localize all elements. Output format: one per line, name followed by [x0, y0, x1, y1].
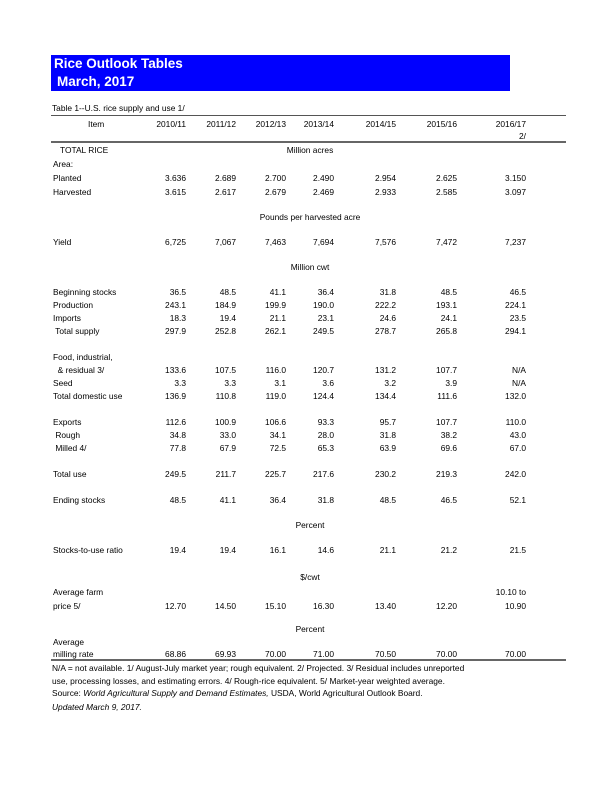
- source-title: World Agricultural Supply and Demand Estimates,: [83, 688, 269, 698]
- cell-ending-stocks: 41.1: [219, 495, 236, 505]
- source-suffix: USDA, World Agricultural Outlook Board.: [268, 688, 423, 698]
- cell-beginning-stocks: 36.5: [169, 287, 186, 297]
- cell-exports-rough: 38.2: [440, 430, 457, 440]
- row-label-exports-milled: Milled 4/: [53, 443, 87, 453]
- table-top-rule: [51, 115, 566, 116]
- cell-exports: 95.7: [379, 417, 396, 427]
- cell-yield: 7,237: [505, 237, 526, 247]
- cell-stocks-to-use-ratio: 21.1: [379, 545, 396, 555]
- cell-stocks-to-use-ratio: 21.5: [509, 545, 526, 555]
- column-header-year: 2016/17: [495, 119, 526, 129]
- row-label-average-milling-rate: milling rate: [53, 649, 94, 659]
- row-label-exports: Exports: [53, 417, 82, 427]
- cell-production: 190.0: [313, 300, 334, 310]
- cell-seed: 3.2: [384, 378, 396, 388]
- header-bottom-rule: [51, 141, 566, 143]
- cell-average-milling-rate: 68.86: [165, 649, 186, 659]
- cell-beginning-stocks: 36.4: [317, 287, 334, 297]
- cell-yield: 7,067: [215, 237, 236, 247]
- column-header-year: 2011/12: [206, 119, 236, 129]
- cell-exports: 110.0: [505, 417, 526, 427]
- cell-ending-stocks: 48.5: [379, 495, 396, 505]
- cell-total-use: 217.6: [313, 469, 334, 479]
- row-label-planted: Planted: [53, 173, 82, 183]
- cell-food-industrial-residual: 107.5: [215, 365, 236, 375]
- cell-average-farm-price: 12.70: [165, 601, 186, 611]
- cell-harvested: 2.469: [313, 187, 334, 197]
- cell-seed: 3.6: [322, 378, 334, 388]
- row-label-ending-stocks: Ending stocks: [53, 495, 106, 505]
- cell-average-farm-price: 15.10: [265, 601, 286, 611]
- cell-exports-milled: 65.3: [317, 443, 334, 453]
- cell-food-industrial-residual: 133.6: [165, 365, 186, 375]
- cell-production: 222.2: [375, 300, 396, 310]
- row-label-average-farm-price: price 5/: [53, 601, 81, 611]
- cell-average-milling-rate: 69.93: [215, 649, 236, 659]
- cell-production: 193.1: [436, 300, 457, 310]
- cell-average-farm-price: 12.20: [436, 601, 457, 611]
- cell-planted: 2.954: [375, 173, 396, 183]
- cell-production: 199.9: [265, 300, 286, 310]
- cell-total-supply: 265.8: [436, 326, 457, 336]
- cell-total-domestic-use: 119.0: [265, 391, 286, 401]
- cell-total-use: 230.2: [375, 469, 396, 479]
- cell-beginning-stocks: 48.5: [440, 287, 457, 297]
- cell-stocks-to-use-ratio: 19.4: [219, 545, 236, 555]
- column-header-year: 2015/16: [426, 119, 457, 129]
- cell-average-milling-rate: 70.50: [375, 649, 396, 659]
- cell-average-farm-price: 10.90: [505, 601, 526, 611]
- cell-price-range-start: 10.10 to: [495, 587, 526, 597]
- row-label-beginning-stocks: Beginning stocks: [53, 287, 117, 297]
- cell-yield: 7,472: [436, 237, 457, 247]
- cell-production: 243.1: [165, 300, 186, 310]
- cell-total-supply: 297.9: [165, 326, 186, 336]
- column-header-year: 2014/15: [365, 119, 396, 129]
- row-label-production: Production: [53, 300, 94, 310]
- cell-planted: 2.700: [265, 173, 286, 183]
- cell-exports-rough: 34.8: [169, 430, 186, 440]
- cell-imports: 23.5: [509, 313, 526, 323]
- cell-average-milling-rate: 70.00: [505, 649, 526, 659]
- cell-exports-milled: 72.5: [269, 443, 286, 453]
- column-header-year: 2013/14: [303, 119, 334, 129]
- cell-planted: 3.150: [505, 173, 526, 183]
- cell-yield: 7,576: [375, 237, 396, 247]
- cell-total-supply: 278.7: [375, 326, 396, 336]
- row-label-food-industrial-residual: & residual 3/: [53, 365, 105, 375]
- cell-average-milling-rate: 70.00: [436, 649, 457, 659]
- row-label-harvested: Harvested: [53, 187, 92, 197]
- cell-exports: 107.7: [436, 417, 457, 427]
- cell-total-use: 249.5: [165, 469, 186, 479]
- cell-harvested: 3.615: [165, 187, 186, 197]
- column-header-year: 2010/11: [156, 119, 186, 129]
- cell-total-supply: 294.1: [505, 326, 526, 336]
- cell-imports: 19.4: [219, 313, 236, 323]
- cell-exports-rough: 33.0: [219, 430, 236, 440]
- row-label-exports-rough: Rough: [53, 430, 81, 440]
- report-title: Rice Outlook Tables: [54, 56, 183, 71]
- projected-footnote-marker: 2/: [519, 131, 526, 141]
- cell-imports: 18.3: [169, 313, 186, 323]
- cell-imports: 24.6: [379, 313, 396, 323]
- unit-label-pounds-per-acre: Pounds per harvested acre: [259, 212, 361, 222]
- source-prefix: Source:: [52, 688, 84, 698]
- cell-harvested: 2.933: [375, 187, 396, 197]
- cell-ending-stocks: 31.8: [317, 495, 334, 505]
- cell-average-milling-rate: 70.00: [265, 649, 286, 659]
- cell-total-supply: 249.5: [313, 326, 334, 336]
- cell-planted: 2.490: [313, 173, 334, 183]
- cell-total-domestic-use: 136.9: [165, 391, 186, 401]
- cell-ending-stocks: 48.5: [169, 495, 186, 505]
- cell-exports-rough: 31.8: [379, 430, 396, 440]
- cell-production: 184.9: [215, 300, 236, 310]
- cell-beginning-stocks: 46.5: [509, 287, 526, 297]
- unit-label-dollars-per-cwt: $/cwt: [300, 572, 320, 582]
- cell-total-use: 219.3: [436, 469, 457, 479]
- unit-label-million-cwt: Million cwt: [290, 262, 330, 272]
- unit-label-percent: Percent: [295, 520, 325, 530]
- row-label-imports: Imports: [53, 313, 81, 323]
- cell-exports: 112.6: [165, 417, 186, 427]
- cell-food-industrial-residual: 120.7: [313, 365, 334, 375]
- cell-yield: 7,463: [265, 237, 286, 247]
- cell-seed: 3.3: [174, 378, 186, 388]
- footnote-line-2: use, processing losses, and estimating errors. 4/ Rough-rice equivalent. 5/ Market-year weighted average.: [52, 676, 445, 686]
- row-label-total-domestic-use: Total domestic use: [53, 391, 123, 401]
- cell-food-industrial-residual: N/A: [512, 365, 526, 375]
- row-label-food-industrial-heading: Food, industrial,: [53, 352, 113, 362]
- cell-production: 224.1: [505, 300, 526, 310]
- row-label-total-supply: Total supply: [53, 326, 100, 336]
- cell-seed: 3.9: [445, 378, 457, 388]
- cell-total-domestic-use: 111.6: [437, 391, 457, 401]
- cell-stocks-to-use-ratio: 21.2: [440, 545, 457, 555]
- cell-exports-rough: 43.0: [509, 430, 526, 440]
- source-line: [52, 688, 423, 698]
- cell-exports: 93.3: [317, 417, 334, 427]
- cell-total-domestic-use: 132.0: [505, 391, 526, 401]
- cell-beginning-stocks: 31.8: [379, 287, 396, 297]
- cell-exports-milled: 77.8: [169, 443, 186, 453]
- cell-exports: 106.6: [265, 417, 286, 427]
- cell-exports-rough: 28.0: [317, 430, 334, 440]
- cell-average-farm-price: 16.30: [313, 601, 334, 611]
- cell-food-industrial-residual: 116.0: [265, 365, 286, 375]
- cell-total-use: 211.7: [215, 469, 236, 479]
- cell-total-domestic-use: 134.4: [375, 391, 396, 401]
- cell-stocks-to-use-ratio: 16.1: [269, 545, 286, 555]
- row-label-total-use: Total use: [53, 469, 87, 479]
- cell-planted: 2.689: [215, 173, 236, 183]
- cell-ending-stocks: 52.1: [509, 495, 526, 505]
- cell-imports: 24.1: [440, 313, 457, 323]
- cell-harvested: 2.679: [265, 187, 286, 197]
- cell-harvested: 3.097: [505, 187, 526, 197]
- row-label-yield: Yield: [53, 237, 72, 247]
- cell-total-supply: 252.8: [215, 326, 236, 336]
- table-bottom-rule: [51, 659, 566, 661]
- cell-harvested: 2.617: [215, 187, 236, 197]
- cell-average-milling-rate: 71.00: [313, 649, 334, 659]
- cell-beginning-stocks: 41.1: [269, 287, 286, 297]
- row-label-average-milling-heading: Average: [53, 637, 85, 647]
- row-label-average-farm-heading: Average farm: [53, 587, 104, 597]
- cell-stocks-to-use-ratio: 14.6: [317, 545, 334, 555]
- cell-exports: 100.9: [215, 417, 236, 427]
- cell-total-domestic-use: 110.8: [215, 391, 236, 401]
- cell-harvested: 2.585: [436, 187, 457, 197]
- cell-total-use: 225.7: [265, 469, 286, 479]
- section-label-total-rice: TOTAL RICE: [60, 145, 109, 155]
- table-caption: Table 1--U.S. rice supply and use 1/: [52, 103, 185, 113]
- cell-imports: 23.1: [317, 313, 334, 323]
- cell-total-use: 242.0: [505, 469, 526, 479]
- cell-exports-rough: 34.1: [269, 430, 286, 440]
- cell-seed: 3.1: [274, 378, 286, 388]
- cell-exports-milled: 67.9: [219, 443, 236, 453]
- unit-label-million-acres: Million acres: [286, 145, 334, 155]
- row-label-area: Area:: [53, 159, 74, 169]
- cell-food-industrial-residual: 131.2: [375, 365, 396, 375]
- unit-label-percent-milling: Percent: [295, 624, 325, 634]
- cell-yield: 7,694: [313, 237, 334, 247]
- column-header-year: 2012/13: [255, 119, 286, 129]
- row-label-stocks-to-use-ratio: Stocks-to-use ratio: [53, 545, 123, 555]
- cell-exports-milled: 63.9: [379, 443, 396, 453]
- cell-planted: 2.625: [436, 173, 457, 183]
- cell-planted: 3.636: [165, 173, 186, 183]
- cell-exports-milled: 69.6: [440, 443, 457, 453]
- cell-total-supply: 262.1: [265, 326, 286, 336]
- footnote-line-1: N/A = not available. 1/ August-July market year; rough equivalent. 2/ Projected. 3/ Residual includes unreported: [52, 663, 465, 673]
- cell-average-farm-price: 14.50: [215, 601, 236, 611]
- cell-total-domestic-use: 124.4: [313, 391, 334, 401]
- row-label-seed: Seed: [53, 378, 73, 388]
- title-banner: [51, 55, 510, 91]
- cell-yield: 6,725: [165, 237, 186, 247]
- cell-food-industrial-residual: 107.7: [436, 365, 457, 375]
- column-header-item: Item: [88, 119, 105, 129]
- updated-date: Updated March 9, 2017.: [52, 702, 142, 712]
- report-date: March, 2017: [57, 74, 135, 89]
- cell-imports: 21.1: [269, 313, 286, 323]
- cell-ending-stocks: 36.4: [269, 495, 286, 505]
- cell-beginning-stocks: 48.5: [219, 287, 236, 297]
- cell-average-farm-price: 13.40: [375, 601, 396, 611]
- cell-stocks-to-use-ratio: 19.4: [169, 545, 186, 555]
- cell-ending-stocks: 46.5: [440, 495, 457, 505]
- cell-seed: 3.3: [224, 378, 236, 388]
- cell-exports-milled: 67.0: [509, 443, 526, 453]
- cell-seed: N/A: [512, 378, 526, 388]
